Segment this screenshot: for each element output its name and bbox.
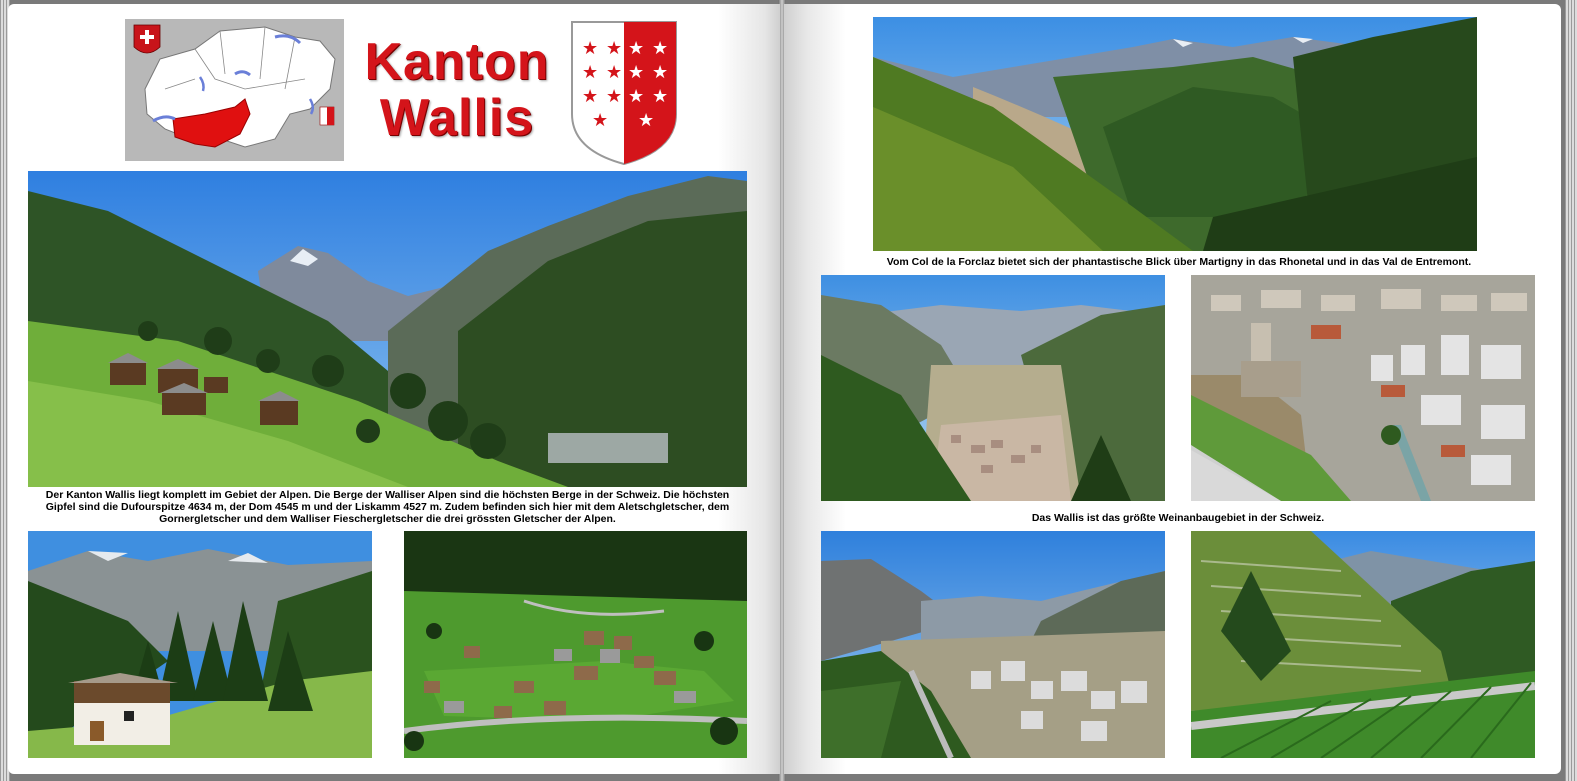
alpine-valley-photo [28,171,747,487]
sion-castle-photo [1191,275,1535,501]
page-title [346,34,568,146]
svg-text:★: ★ [606,38,623,59]
village-photo [404,531,747,758]
svg-text:★: ★ [582,86,599,107]
svg-text:★: ★ [582,38,599,59]
book-edge-right [1565,0,1577,781]
forclaz-view-photo [873,17,1477,251]
vineyards-photo [1191,531,1535,758]
svg-text:★: ★ [652,62,669,83]
svg-text:★: ★ [592,110,609,131]
wallis-coat-of-arms [568,18,680,166]
caption-right-top: Vom Col de la Forclaz bietet sich der phantastische Blick über Martigny in das Rhonetal und in das Val de Entremont. [886,256,1472,268]
svg-text:★: ★ [652,86,669,107]
svg-text:★: ★ [652,38,669,59]
svg-text:★: ★ [628,62,645,83]
rhone-valley-photo [821,275,1165,501]
svg-text:★: ★ [606,86,623,107]
left-page [8,4,780,774]
title-line-1: Kanton [364,33,550,91]
svg-text:★: ★ [606,62,623,83]
right-page [784,4,1561,774]
caption-left-main: Der Kanton Wallis liegt komplett im Gebiet der Alpen. Die Berge der Walliser Alpen sind die höchsten Berge in der Schweiz. Die höchsten Gipfel sind die Dufourspitze 4634 m, der Dom 4545 m und der Liskamm 4527 m. Zudem befinden sich hier mit dem Aletschgletscher, dem Gornergletscher und dem Walliser Fieschergletscher die drei grössten Gletscher der Alpen. [45,489,730,525]
svg-text:★: ★ [638,110,655,131]
svg-text:★: ★ [582,62,599,83]
svg-text:★: ★ [628,38,645,59]
chalet-photo [28,531,372,758]
martigny-town-photo [821,531,1165,758]
title-line-2: Wallis [379,89,535,147]
switzerland-map [125,19,344,161]
caption-right-middle: Das Wallis ist das größte Weinanbaugebiet in der Schweiz. [1031,512,1325,524]
svg-text:★: ★ [628,86,645,107]
